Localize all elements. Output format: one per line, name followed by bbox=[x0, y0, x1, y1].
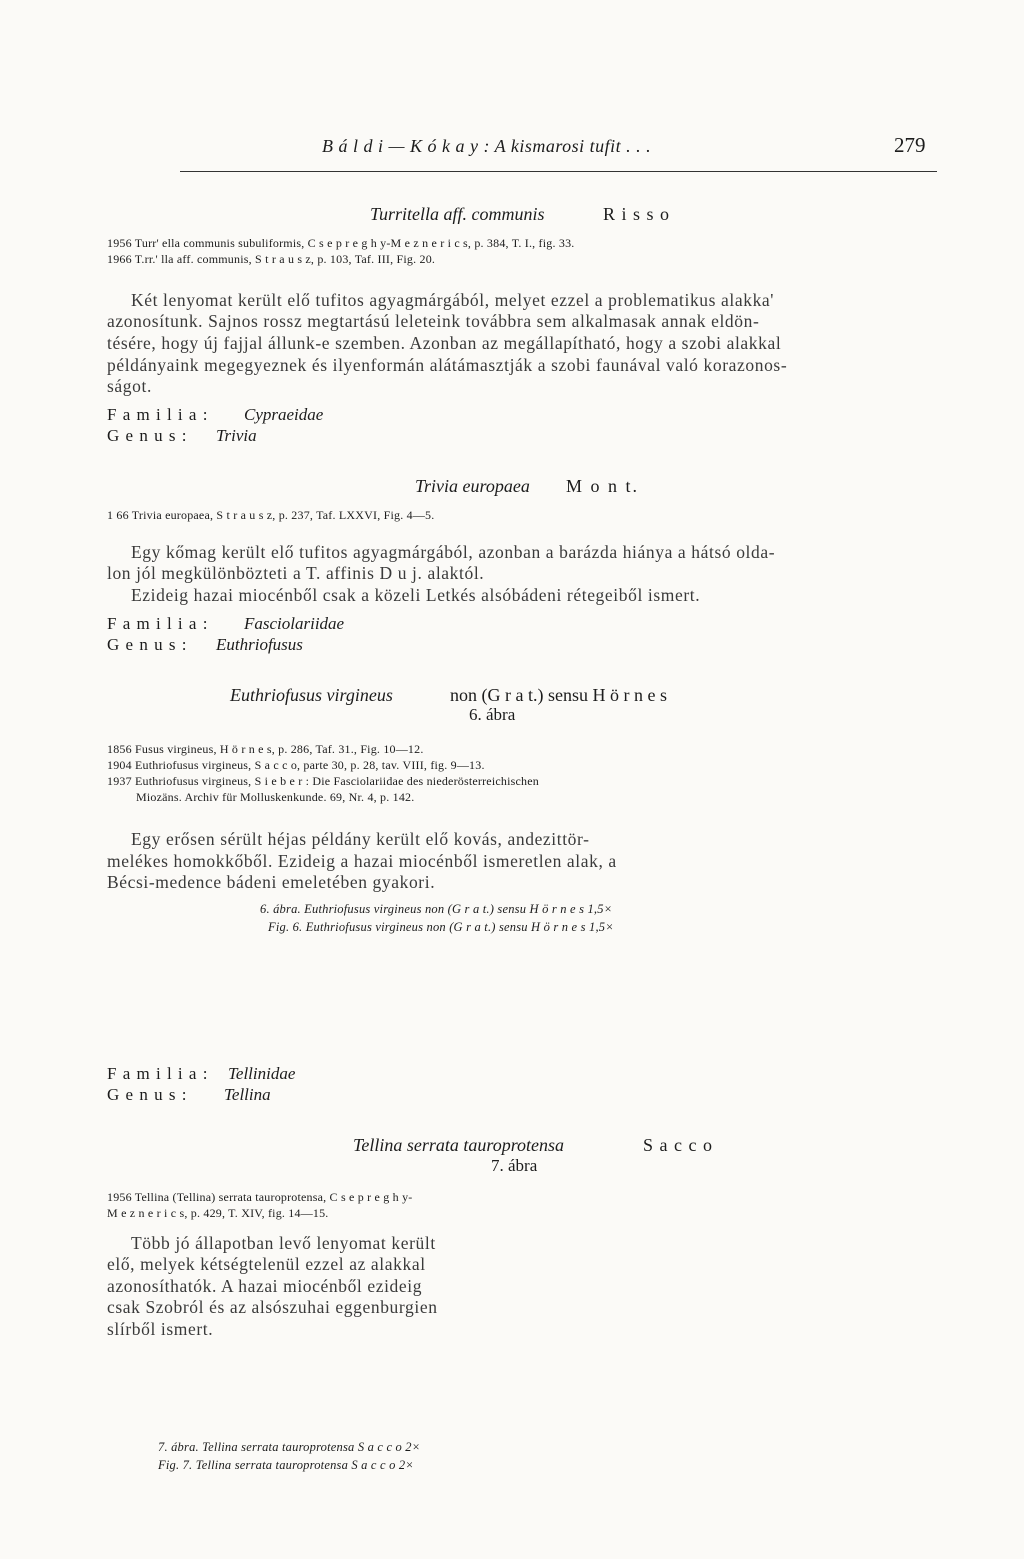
paragraph-line: slírből ismert. bbox=[107, 1319, 214, 1339]
species-heading: Tellina serrata tauroprotensa bbox=[353, 1135, 565, 1155]
familia-name: Tellinidae bbox=[228, 1064, 296, 1083]
paragraph-line: Két lenyomat került elő tufitos agyagmárgából, melyet ezzel a problematikus alakka' bbox=[131, 290, 775, 310]
paragraph-line: Egy erősen sérült héjas példány került elő kovás, andezittör- bbox=[131, 829, 590, 849]
genus-name: Euthriofusus bbox=[216, 635, 303, 654]
paragraph-line: Bécsi-medence bádeni emeletében gyakori. bbox=[107, 872, 436, 892]
paragraph-line: Egy kőmag került elő tufitos agyagmárgából, azonban a barázda hiánya a hátsó olda- bbox=[131, 542, 776, 562]
paragraph-line: melékes homokkőből. Ezideig a hazai miocénből ismeretlen alak, a bbox=[107, 851, 617, 871]
running-title: B á l d i — K ó k a y : A kismarosi tufit . . . bbox=[322, 136, 652, 156]
synonym-ref: 1937 Euthriofusus virgineus, S i e b e r : Die Fasciolariidae des niederösterreichischen bbox=[107, 774, 539, 788]
genus-label: G e n u s : bbox=[107, 1085, 188, 1104]
species-author: non (G r a t.) sensu H ö r n e s bbox=[450, 685, 667, 705]
paragraph-line: ságot. bbox=[107, 376, 152, 396]
paragraph-line: lon jól megkülönbözteti a T. affinis D u j. alaktól. bbox=[107, 563, 485, 583]
paragraph-line: csak Szobról és az alsószuhai eggenburgien bbox=[107, 1297, 438, 1317]
genus-label: G e n u s : bbox=[107, 426, 188, 445]
species-author: M o n t. bbox=[566, 476, 640, 496]
species-heading: Euthriofusus virgineus bbox=[230, 685, 393, 705]
paragraph-line: azonosítunk. Sajnos rossz megtartású leleteink továbbra sem alkalmasak annak eldön- bbox=[107, 311, 760, 331]
familia-label: F a m i l i a : bbox=[107, 405, 209, 424]
figure-caption: Fig. 7. Tellina serrata tauroprotensa S a c c o 2× bbox=[158, 1458, 414, 1472]
species-heading: Turritella aff. communis bbox=[370, 204, 545, 224]
synonym-ref: Miozäns. Archiv für Molluskenkunde. 69, Nr. 4, p. 142. bbox=[136, 790, 415, 804]
species-heading: Trivia europaea bbox=[415, 476, 530, 496]
species-author: R i s s o bbox=[603, 204, 671, 224]
familia-name: Cypraeidae bbox=[244, 405, 324, 424]
page-number: 279 bbox=[894, 133, 926, 157]
familia-label: F a m i l i a : bbox=[107, 614, 209, 633]
paragraph-line: azonosíthatók. A hazai miocénből ezideig bbox=[107, 1276, 423, 1296]
figure-label: 6. ábra bbox=[469, 705, 516, 724]
header-rule bbox=[180, 171, 937, 172]
genus-label: G e n u s : bbox=[107, 635, 188, 654]
paragraph-line: példányaink megegyeznek és ilyenformán alátámasztják a szobi faunával való korazonos- bbox=[107, 355, 788, 375]
figure-caption: 7. ábra. Tellina serrata tauroprotensa S a c c o 2× bbox=[158, 1440, 421, 1454]
synonym-ref: M e z n e r i c s, p. 429, T. XIV, fig. 14—15. bbox=[107, 1206, 329, 1220]
figure-label: 7. ábra bbox=[491, 1156, 538, 1175]
familia-name: Fasciolariidae bbox=[244, 614, 345, 633]
synonym-ref: 1856 Fusus virgineus, H ö r n e s, p. 286, Taf. 31., Fig. 10—12. bbox=[107, 742, 424, 756]
synonym-ref: 1 66 Trivia europaea, S t r a u s z, p. 237, Taf. LXXVI, Fig. 4—5. bbox=[107, 508, 435, 522]
paragraph-line: Több jó állapotban levő lenyomat került bbox=[131, 1233, 436, 1253]
synonym-ref: 1956 Tellina (Tellina) serrata tauroprotensa, C s e p r e g h y- bbox=[107, 1190, 413, 1204]
paragraph-line: Ezideig hazai miocénből csak a közeli Letkés alsóbádeni rétegeiből ismert. bbox=[131, 585, 701, 605]
figure-caption: 6. ábra. Euthriofusus virgineus non (G r a t.) sensu H ö r n e s 1,5× bbox=[260, 902, 613, 916]
paragraph-line: tésére, hogy új fajjal állunk-e szemben. Azonban az megállapítható, hogy a szobi alakkal bbox=[107, 333, 782, 353]
familia-label: F a m i l i a : bbox=[107, 1064, 209, 1083]
genus-name: Tellina bbox=[224, 1085, 271, 1104]
species-author: S a c c o bbox=[643, 1135, 713, 1155]
synonym-ref: 1904 Euthriofusus virgineus, S a c c o, parte 30, p. 28, tav. VIII, fig. 9—13. bbox=[107, 758, 485, 772]
figure-caption: Fig. 6. Euthriofusus virgineus non (G r a t.) sensu H ö r n e s 1,5× bbox=[268, 920, 614, 934]
paragraph-line: elő, melyek kétségtelenül ezzel az alakkal bbox=[107, 1254, 426, 1274]
synonym-ref: 1966 T.rr.' lla aff. communis, S t r a u s z, p. 103, Taf. III, Fig. 20. bbox=[107, 252, 436, 266]
genus-name: Trivia bbox=[216, 426, 257, 445]
synonym-ref: 1956 Turr' ella communis subuliformis, C s e p r e g h y-M e z n e r i c s, p. 384, T. I., fig. 33. bbox=[107, 236, 575, 250]
